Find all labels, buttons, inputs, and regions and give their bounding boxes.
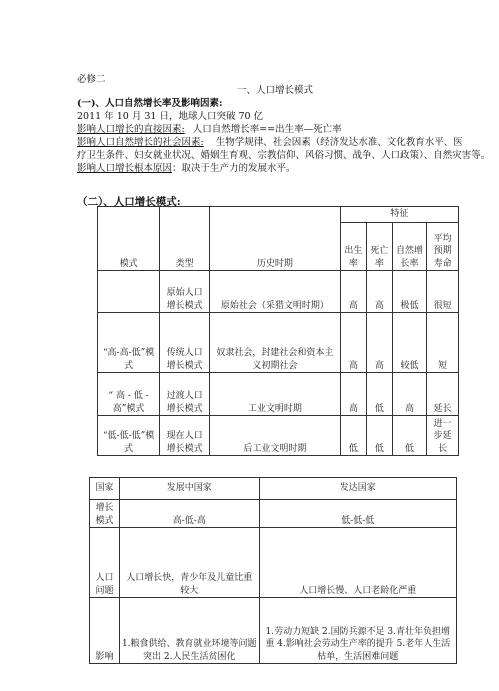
table-cell: 过渡人口增长模式	[160, 373, 210, 416]
table-cell: 后工业文明时期	[210, 416, 341, 456]
section1-line-5	[77, 162, 296, 175]
table-cell: 高	[340, 271, 367, 313]
table-cell: “ 高 - 低 - 高”模式	[98, 373, 160, 416]
table-cell: 高	[392, 373, 427, 416]
table-cell: 人口增长慢、人口老龄化严重	[259, 528, 456, 598]
header-cell: 发展中国家	[119, 478, 259, 500]
course-label: 必修二	[77, 74, 106, 85]
line-text: ：取决于生产力的发展水平。	[172, 163, 296, 174]
table-cell: 影响	[90, 598, 120, 664]
table-cell: 较低	[392, 313, 427, 373]
table-cell: 1.劳动力短缺 2.国防兵源不足 3.青壮年负担增重 4.影响社会劳动生产率的提升 5.老年人生活枯单，生活困难问题	[259, 598, 456, 664]
line-label: 影响人口增长的直接因素:	[77, 124, 185, 135]
table-cell: 人口增长快，青少年及儿童比重较大	[119, 528, 259, 598]
table-header-row	[90, 478, 457, 500]
table-cell: 原始人口增长模式	[160, 271, 210, 313]
table-cell: 低	[367, 416, 392, 456]
table-cell: 短	[427, 313, 459, 373]
header-cell: 历史时期	[210, 207, 341, 271]
header-cell: 平均预期寿命	[427, 223, 459, 271]
header-cell: 死亡率	[367, 223, 392, 271]
header-cell: 类型	[160, 207, 210, 271]
table-cell: 人口问题	[90, 528, 120, 598]
table-cell: 低	[367, 373, 392, 416]
country-comparison-table	[89, 477, 457, 664]
table-cell: “高-高-低”模式	[98, 313, 160, 373]
section2-heading: （二）、人口增长模式:	[77, 196, 181, 208]
section1-line-2	[77, 123, 342, 136]
section1-line-1	[77, 110, 263, 123]
table-cell: 原始社会（采猎文明时期）	[210, 271, 341, 313]
table-cell: 延长	[427, 373, 459, 416]
growth-mode-table	[97, 206, 459, 456]
table-cell	[98, 271, 160, 313]
table-cell: 增长模式	[90, 500, 120, 528]
section1-heading: (一)、人口自然增长率及影响因素:	[77, 98, 223, 109]
line-text: 疗卫生条件、妇女就业状况、婚姻生育观、宗教信仰、风俗习惯、战争、人口政策）、自然灾害等。	[77, 150, 491, 161]
table-cell: 进一步延长	[427, 416, 459, 456]
table-row	[90, 528, 457, 598]
group-header-cell: 特征	[340, 207, 458, 223]
header-cell: 自然增长率	[392, 223, 427, 271]
table-row	[98, 416, 459, 456]
table-row	[98, 313, 459, 373]
table-cell: 传统人口增长模式	[160, 313, 210, 373]
chapter-title: 一、人口增长模式	[237, 85, 314, 96]
section1-line-3	[77, 136, 463, 149]
table-cell: “低-低-低”模式	[98, 416, 160, 456]
table-cell: 高-低-高	[119, 500, 259, 528]
table-row	[90, 500, 457, 528]
table-cell: 低	[340, 416, 367, 456]
table-cell: 1.粮食供给、教育就业环境等问题突出 2.人民生活贫困化	[119, 598, 259, 664]
header-cell: 模式	[98, 207, 160, 271]
table-cell: 很短	[427, 271, 459, 313]
table-cell: 高	[367, 313, 392, 373]
table-row	[98, 271, 459, 313]
header-cell: 发达国家	[259, 478, 456, 500]
line-label: 影响人口自然增长的社会因素:	[77, 137, 204, 148]
line-text: 2011 年 10 月 31 日，地球人口突破 70 亿	[77, 111, 264, 122]
header-cell: 国家	[90, 478, 120, 500]
table-cell: 极低	[392, 271, 427, 313]
line-text: 生物学规律、社会因素（经济发达水准、文化教育水平、医	[215, 137, 463, 148]
table-cell: 高	[340, 373, 367, 416]
line-label: 影响人口增长根本原因	[77, 163, 173, 174]
table-cell: 高	[340, 313, 367, 373]
table-cell: 工业文明时期	[210, 373, 341, 416]
table-cell: 奴隶社会，封建社会和资本主义初期社会	[210, 313, 341, 373]
header-cell: 出生率	[340, 223, 367, 271]
table-cell: 低	[392, 416, 427, 456]
table-cell: 高	[367, 271, 392, 313]
line-text: 人口自然增长率==出生率—死亡率	[192, 124, 342, 135]
section1-line-4	[77, 149, 490, 162]
table-header-row	[98, 207, 459, 223]
table-row	[98, 373, 459, 416]
table-cell: 低-低-低	[259, 500, 456, 528]
table-row	[90, 598, 457, 664]
table-cell: 现在人口增长模式	[160, 416, 210, 456]
